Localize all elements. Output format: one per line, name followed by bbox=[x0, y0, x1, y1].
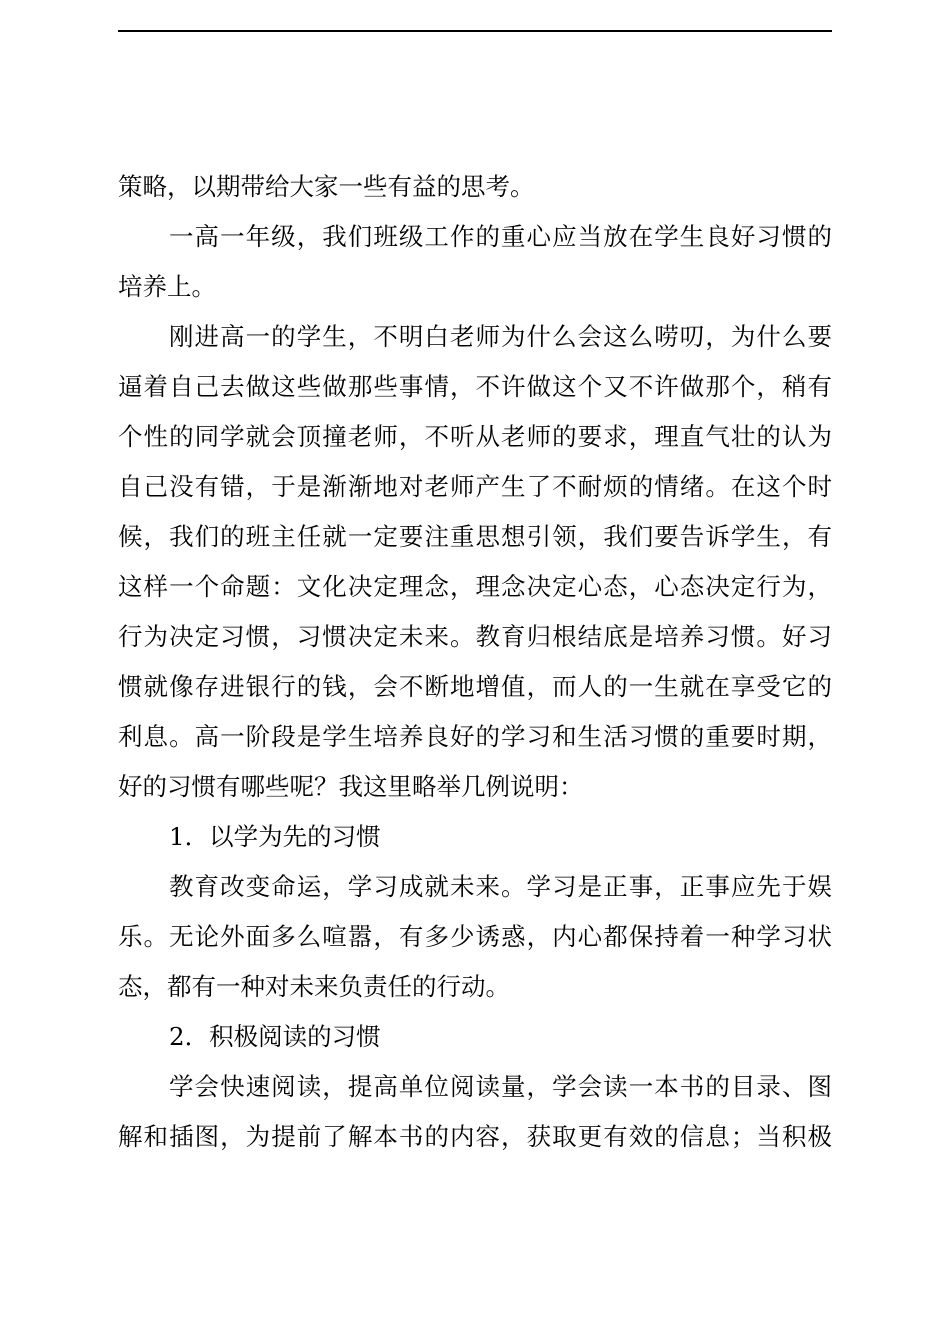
text-line: 个性的同学就会顶撞老师，不听从老师的要求，理直气壮的认为 bbox=[118, 422, 832, 451]
text-line: 解和插图，为提前了解本书的内容，获取更有效的信息；当积极 bbox=[118, 1122, 832, 1151]
text-line: 一高一年级，我们班级工作的重心应当放在学生良好习惯的 bbox=[169, 222, 832, 251]
header-rule bbox=[118, 30, 832, 32]
text-line: 态，都有一种对未来负责任的行动。 bbox=[118, 972, 510, 1001]
text-line: 利息。高一阶段是学生培养良好的学习和生活习惯的重要时期， bbox=[118, 722, 832, 751]
text-line: 自己没有错，于是渐渐地对老师产生了不耐烦的情绪。在这个时 bbox=[118, 472, 832, 501]
text-line: 逼着自己去做这些做那些事情，不许做这个又不许做那个，稍有 bbox=[118, 372, 832, 401]
text-line: 行为决定习惯，习惯决定未来。教育归根结底是培养习惯。好习 bbox=[118, 622, 832, 651]
text-line: 乐。无论外面多么喧嚣，有多少诱惑，内心都保持着一种学习状 bbox=[118, 922, 832, 951]
document-body bbox=[118, 162, 832, 1162]
text-line: 策略，以期带给大家一些有益的思考。 bbox=[118, 172, 535, 201]
text-line: 学会快速阅读，提高单位阅读量，学会读一本书的目录、图 bbox=[169, 1072, 832, 1101]
section-heading: 1．以学为先的习惯 bbox=[169, 822, 381, 851]
text-line: 候，我们的班主任就一定要注重思想引领，我们要告诉学生，有 bbox=[118, 522, 832, 551]
text-line: 培养上。 bbox=[118, 272, 216, 301]
text-line: 这样一个命题：文化决定理念，理念决定心态，心态决定行为， bbox=[118, 572, 832, 601]
text-line: 惯就像存进银行的钱，会不断地增值，而人的一生就在享受它的 bbox=[118, 672, 832, 701]
text-line: 刚进高一的学生，不明白老师为什么会这么唠叨，为什么要 bbox=[169, 322, 832, 351]
text-line: 教育改变命运，学习成就未来。学习是正事，正事应先于娱 bbox=[169, 872, 832, 901]
section-heading: 2．积极阅读的习惯 bbox=[169, 1022, 381, 1051]
text-line: 好的习惯有哪些呢？我这里略举几例说明： bbox=[118, 772, 584, 801]
